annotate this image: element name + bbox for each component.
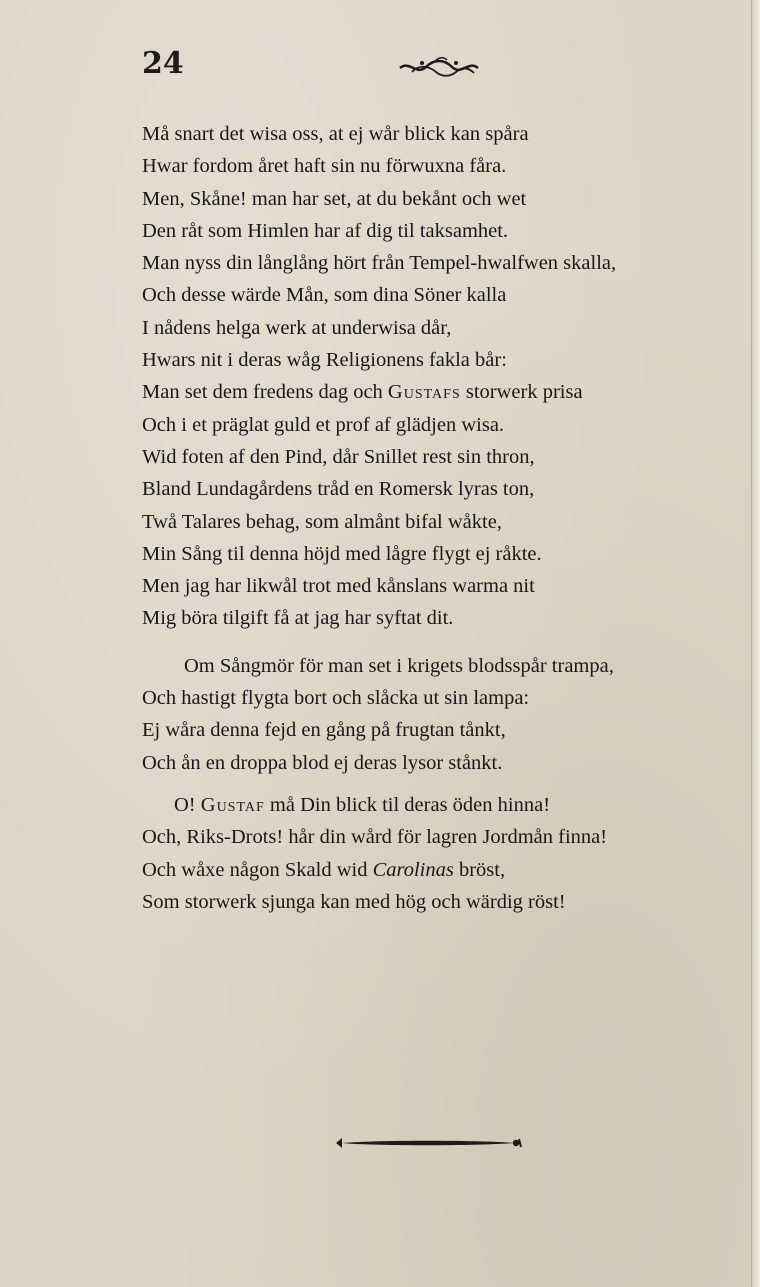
stanza-break xyxy=(142,635,722,650)
verse-line: Ej wåra denna fejd en gång på frugtan tånkt, xyxy=(142,719,506,742)
verse-line: Må snart det wisa oss, at ej wår blick kan spåra xyxy=(142,123,529,145)
end-rule-icon xyxy=(332,1133,524,1153)
verse-line: Hwar fordom året haft sin nu förwuxna fåra. xyxy=(142,155,507,178)
verse-text: må Din blick til deras öden hinna! xyxy=(264,793,551,816)
verse-line: Mig böra tilgift få at jag har syftat dit. xyxy=(142,607,454,630)
verse-text: O! xyxy=(174,793,201,816)
verse-line: Hwars nit i deras wåg Religionens fakla bår: xyxy=(142,349,507,372)
verse-line: Som storwerk sjunga kan med hög och wärdig röst! xyxy=(142,890,566,913)
verse-line: Man nyss din långlång hört från Tempel-hwalfwen skalla, xyxy=(142,252,617,275)
verse-line: I nådens helga werk at underwisa dår, xyxy=(142,316,452,339)
page-edge xyxy=(751,0,760,1287)
verse-line: Och hastigt flygta bort och slåcka ut sin lampa: xyxy=(142,687,530,710)
verse-line: Och desse wärde Mån, som dina Söner kalla xyxy=(142,284,507,307)
royal-name: Gustafs xyxy=(387,381,461,404)
verse-line: Bland Lundagårdens tråd en Romersk lyras ton, xyxy=(142,478,535,501)
verse-line xyxy=(142,376,722,408)
verse-line: Men jag har likwål trot med kånslans warma nit xyxy=(142,575,535,598)
verse-line xyxy=(142,854,722,886)
verse-line: Min Sång til denna höjd med lågre flygt ej råkte. xyxy=(142,542,542,565)
verse-line: Om Sångmör för man set i krigets blodsspår trampa, xyxy=(184,654,614,677)
royal-name: Gustaf xyxy=(200,793,265,816)
poem-text xyxy=(142,118,722,918)
verse-line: Men, Skåne! man har set, at du bekånt och wet xyxy=(142,187,527,210)
verse-line: Den råt som Himlen har af dig til taksamhet. xyxy=(142,219,509,242)
stanza-break xyxy=(142,779,722,789)
verse-text: Och wåxe någon Skald wid xyxy=(142,858,373,881)
page-number: 24 xyxy=(142,46,184,81)
verse-line: Och, Riks-Drots! hår din wård för lagren Jordmån finna! xyxy=(142,826,608,849)
verse-line: Twå Talares behag, som almånt bifal wåkte, xyxy=(142,510,502,533)
italic-name: Carolinas xyxy=(372,858,454,881)
verse-line: Och i et präglat guld et prof af glädjen wisa. xyxy=(142,413,505,436)
verse-line: Wid foten af den Pind, dår Snillet rest sin thron, xyxy=(142,445,535,468)
verse-text: Man set dem fredens dag och xyxy=(142,381,388,404)
verse-line: Och ån en droppa blod ej deras lysor stånkt. xyxy=(142,751,503,774)
verse-line xyxy=(142,789,722,821)
verse-text: storwerk prisa xyxy=(460,381,583,404)
printer-ornament-icon xyxy=(398,55,480,79)
verse-text: bröst, xyxy=(453,858,506,881)
